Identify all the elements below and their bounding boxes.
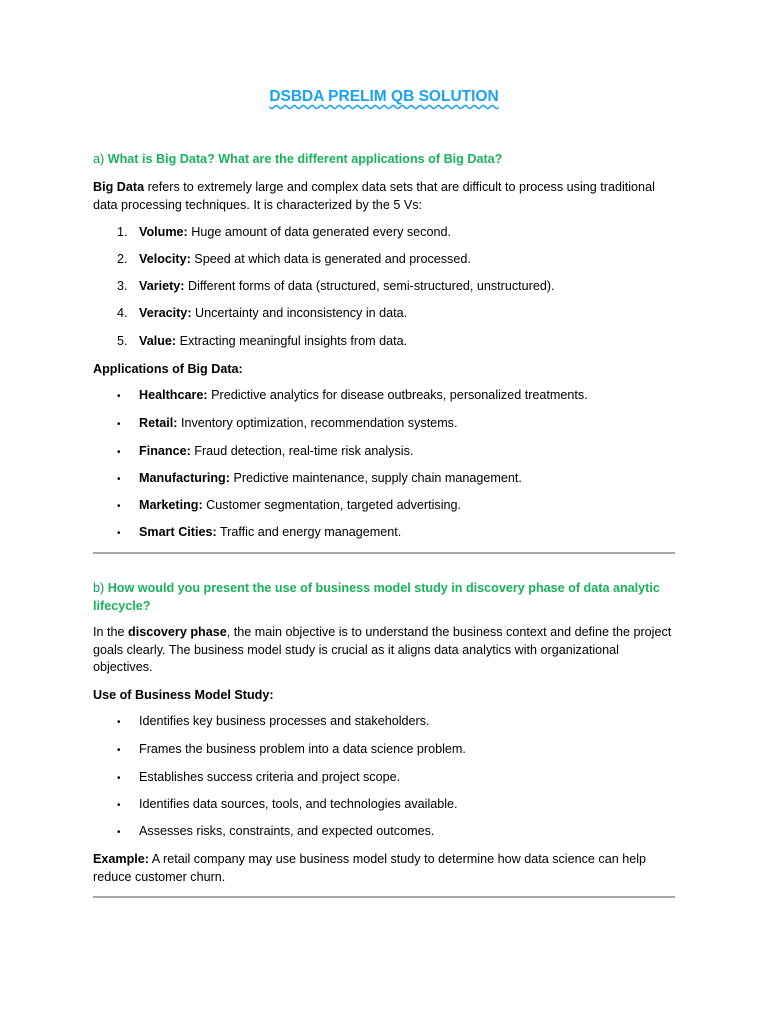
list-desc: Uncertainty and inconsistency in data. (191, 306, 408, 320)
section-divider (93, 552, 675, 554)
list-desc: Assesses risks, constraints, and expected outcomes. (139, 824, 435, 838)
question-b-text: How would you present the use of business model study in discovery phase of data analytic lifecycle? (93, 581, 660, 613)
list-item (117, 333, 677, 351)
list-number: 2. (117, 252, 128, 266)
list-number: 3. (117, 279, 128, 293)
list-item (117, 415, 677, 434)
list-item (117, 823, 677, 842)
list-desc: Frames the business problem into a data science problem. (139, 742, 466, 756)
list-item (117, 470, 677, 489)
list-desc: Traffic and energy management. (216, 525, 402, 539)
list-number: 4. (117, 306, 128, 320)
list-term: Value: (139, 334, 177, 348)
list-term: Retail: (139, 416, 178, 430)
list-number: 1. (117, 225, 128, 239)
list-term: Manufacturing: (139, 471, 230, 485)
discovery-intro-prefix: In the (93, 625, 129, 639)
bullet-icon: • (117, 717, 121, 728)
list-term: Volume: (139, 225, 188, 239)
question-b-number: b) (93, 581, 108, 595)
list-term: Finance: (139, 444, 191, 458)
bullet-icon: • (117, 800, 121, 811)
list-term: Healthcare: (139, 388, 208, 402)
list-term: Velocity: (139, 252, 191, 266)
list-desc: Extracting meaningful insights from data. (176, 334, 408, 348)
bullet-icon: • (117, 827, 121, 838)
list-desc: Fraud detection, real-time risk analysis. (190, 444, 414, 458)
list-item (117, 305, 677, 323)
list-item (117, 251, 677, 269)
use-heading: Use of Business Model Study: (93, 688, 274, 702)
list-desc: Huge amount of data generated every second. (187, 225, 451, 239)
big-data-term: Big Data (93, 180, 145, 194)
list-item (117, 713, 677, 732)
list-item (117, 224, 677, 242)
list-item (117, 796, 677, 815)
big-data-intro (93, 179, 678, 214)
list-item (117, 387, 677, 406)
list-desc: Identifies key business processes and stakeholders. (139, 714, 430, 728)
example-text: A retail company may use business model study to determine how data science can help reduce customer churn. (93, 852, 647, 884)
bullet-icon: • (117, 419, 121, 430)
bullet-icon: • (117, 745, 121, 756)
list-desc: Identifies data sources, tools, and technologies available. (139, 797, 458, 811)
page-title: DSBDA PRELIM QB SOLUTION (269, 88, 499, 105)
list-desc: Different forms of data (structured, semi-structured, unstructured). (184, 279, 555, 293)
list-desc: Customer segmentation, targeted advertising. (202, 498, 461, 512)
list-item (117, 741, 677, 760)
example-label: Example: (93, 852, 149, 866)
list-item (117, 769, 677, 788)
applications-heading: Applications of Big Data: (93, 362, 243, 376)
list-desc: Establishes success criteria and project scope. (139, 770, 401, 784)
question-a-text: What is Big Data? What are the different applications of Big Data? (107, 152, 503, 166)
list-desc: Inventory optimization, recommendation systems. (177, 416, 458, 430)
discovery-intro-text: , the main objective is to understand the business context and define the project goals clearly. The business model study is crucial as it aligns data analytics with organizational objectives. (93, 625, 672, 674)
list-term: Variety: (139, 279, 185, 293)
list-term: Veracity: (139, 306, 192, 320)
bullet-icon: • (117, 501, 121, 512)
big-data-definition: refers to extremely large and complex data sets that are difficult to process using traditional data processing techniques. It is characterized by the 5 Vs: (93, 180, 655, 212)
section-divider (93, 896, 675, 898)
list-term: Smart Cities: (139, 525, 217, 539)
list-item (117, 524, 677, 543)
question-a-number: a) (93, 152, 108, 166)
list-item (117, 497, 677, 516)
bullet-icon: • (117, 447, 121, 458)
question-a-heading (93, 151, 675, 169)
bullet-icon: • (117, 773, 121, 784)
list-term: Marketing: (139, 498, 203, 512)
bullet-icon: • (117, 474, 121, 485)
bullet-icon: • (117, 391, 121, 402)
example-paragraph (93, 851, 678, 886)
discovery-phase-term: discovery phase (128, 625, 227, 639)
list-desc: Predictive analytics for disease outbreaks, personalized treatments. (207, 388, 588, 402)
list-desc: Predictive maintenance, supply chain management. (229, 471, 522, 485)
list-item (117, 278, 677, 296)
discovery-intro (93, 624, 678, 677)
list-desc: Speed at which data is generated and processed. (190, 252, 471, 266)
question-b-heading (93, 580, 675, 615)
list-number: 5. (117, 334, 128, 348)
list-item (117, 443, 677, 462)
bullet-icon: • (117, 528, 121, 539)
